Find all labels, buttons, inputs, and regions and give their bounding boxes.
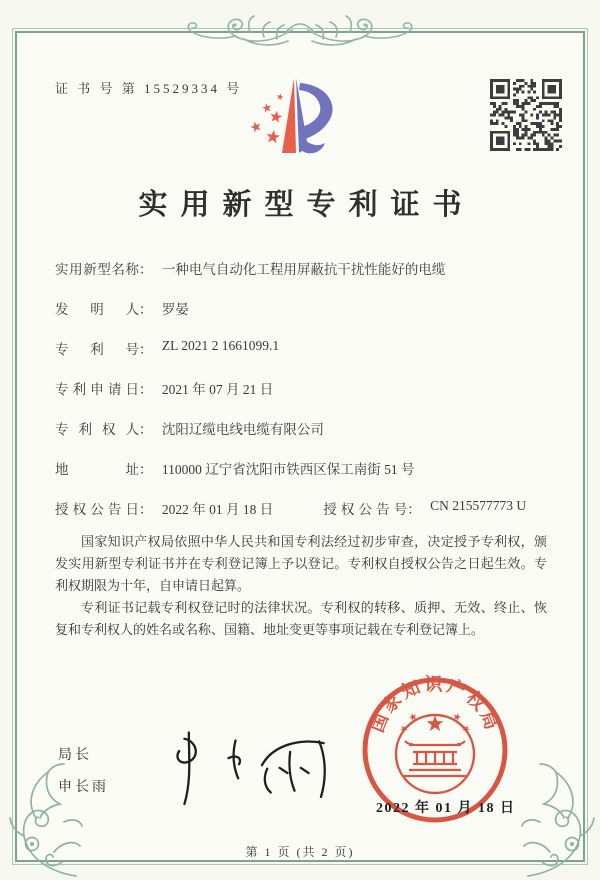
field-colon: ： (139, 382, 153, 397)
qr-code (490, 79, 562, 151)
cnipa-ip-logo-icon (230, 75, 380, 165)
field-value: 罗晏 (161, 302, 189, 317)
field-label: 授权公告日 (55, 502, 139, 517)
legal-paragraph-2: 专利证书记载专利权登记时的法律状况。专利权的转移、质押、无效、终止、恢复和专利权人的姓名或名称、国籍、地址变更等事项记载在专利登记簿上。 (55, 600, 547, 637)
field-row-name (55, 258, 555, 279)
field-row-patentee (55, 418, 555, 439)
field-label: 授权公告号 (323, 502, 408, 517)
page-title: 实用新型专利证书 (138, 189, 475, 221)
handwritten-signature-icon (158, 726, 343, 814)
seal-gate-emblem (404, 741, 466, 776)
field-label: 发明人 (55, 302, 139, 317)
signer-name: 申长雨 (58, 780, 109, 795)
legal-text (55, 531, 547, 641)
field-label: 专利申请日 (55, 382, 139, 397)
signer-title: 局长 (58, 748, 92, 763)
field-row-address (55, 458, 555, 479)
field-row-grant (55, 498, 555, 519)
field-colon: ： (139, 462, 153, 477)
certificate-number: 证 书 号 第 15529334 号 (55, 81, 243, 96)
field-value: ZL 2021 2 1661099.1 (161, 338, 280, 353)
field-colon: ： (139, 422, 153, 437)
field-colon: ： (139, 302, 153, 317)
field-label: 实用新型名称 (55, 262, 139, 277)
top-flourish-ornament-icon (178, 6, 422, 54)
field-row-patent-number (55, 338, 555, 359)
field-colon: ： (139, 262, 153, 277)
field-row-inventor (55, 298, 555, 319)
field-label: 专利权人 (55, 422, 139, 437)
seal-text: 国家知识产权局 (367, 674, 503, 736)
field-label: 专利号 (55, 342, 139, 357)
field-value: 沈阳辽缆电线电缆有限公司 (161, 422, 324, 437)
field-row-filing-date (55, 378, 555, 399)
seal-date: 2022 年 01 月 18 日 (376, 801, 516, 816)
field-value: CN 215577773 U (430, 498, 527, 513)
field-colon: ： (407, 502, 421, 517)
bottom-right-flourish-ornament-icon (518, 760, 600, 880)
field-colon: ： (139, 342, 153, 357)
field-value: 2021 年 07 月 21 日 (161, 382, 274, 397)
field-label: 地址 (55, 462, 139, 477)
field-value: 一种电气自动化工程用屏蔽抗干扰性能好的电缆 (161, 262, 446, 277)
field-colon: ： (139, 502, 153, 517)
legal-paragraph-1: 国家知识产权局依照中华人民共和国专利法经过初步审查，决定授予专利权，颁发实用新型专利证书并在专利登记簿上予以登记。专利权自授权公告之日起生效。专利权期限为十年，自申请日起算。 (55, 534, 547, 593)
field-list (55, 258, 555, 538)
page-indicator: 第 1 页 (共 2 页) (245, 845, 355, 859)
field-value: 2022 年 01 月 18 日 (161, 502, 274, 517)
field-value: 110000 辽宁省沈阳市铁西区保工南街 51 号 (161, 462, 415, 477)
